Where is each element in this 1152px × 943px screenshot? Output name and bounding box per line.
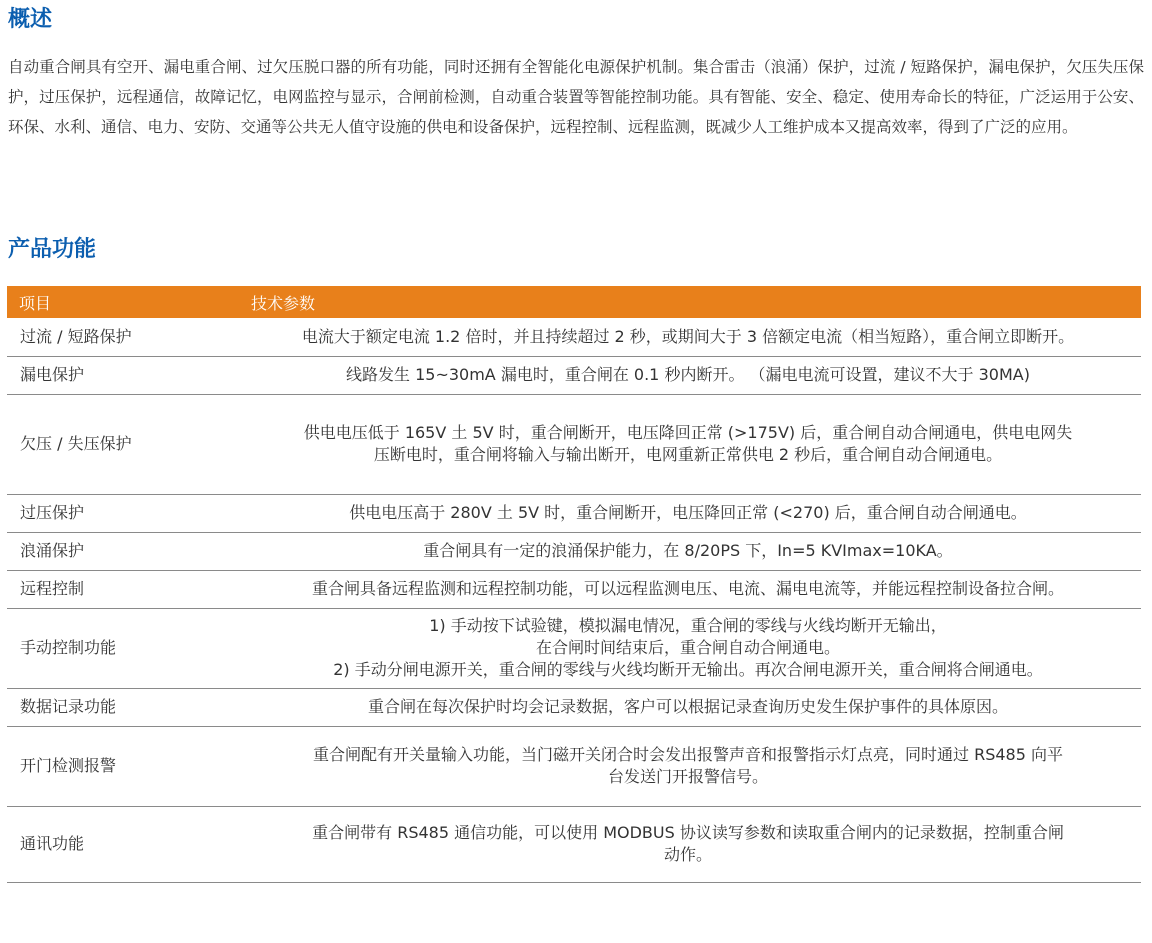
spec-line: 台发送门开报警信号。 — [607, 767, 768, 786]
spec-line: 在合闸时间结束后，重合闸自动合闸通电。 — [535, 638, 840, 657]
table-row — [7, 688, 1141, 726]
spec-line: 电流大于额定电流 1.2 倍时，并且持续超过 2 秒，或期间大于 3 倍额定电流（相当短路），重合闸立即断开。 — [301, 326, 1075, 346]
row-item-name: 过流 / 短路保护 — [7, 318, 235, 356]
table-row — [7, 608, 1141, 688]
overview-heading: 概述 — [8, 7, 53, 32]
row-item-name: 漏电保护 — [7, 356, 235, 394]
table-row — [7, 356, 1141, 394]
table-row — [7, 318, 1141, 356]
spec-line: 供电电压低于 165V 土 5V 时，重合闸断开，电压降回正常 (>175V) 后，重合闸自动合闸通电，供电电网失 — [303, 423, 1073, 442]
row-spec — [235, 318, 1141, 356]
spec-line: 1) 手动按下试验键，模拟漏电情况，重合闸的零线与火线均断开无输出， — [429, 616, 947, 635]
row-spec — [235, 570, 1141, 608]
overview-text: 自动重合闸具有空开、漏电重合闸、过欠压脱口器的所有功能，同时还拥有全智能化电源保护机制。集合雷击（浪涌）保护，过流 / 短路保护，漏电保护，欠压失压保护，过压保护，远程通信，故障记忆，电网监控与显示，合闸前检测，自动重合装置等智能控制功能。具有智能、安全、稳定、使用寿命长的特征，广泛运用于公安、环保、水利、通信、电力、安防、交通等公共无人值守设施的供电和设备保护，远程控制、远程监测，既减少人工维护成本又提高效率，得到了广泛的应用。 — [8, 58, 1144, 136]
spec-line: 重合闸具备远程监测和远程控制功能，可以远程监测电压、电流、漏电电流等，并能远程控制设备拉合闸。 — [311, 579, 1064, 598]
table-row — [7, 494, 1141, 532]
spec-line: 2) 手动分闸电源开关，重合闸的零线与火线均断开无输出。再次合闸电源开关，重合闸将合闸通电。 — [333, 660, 1043, 679]
row-spec — [235, 726, 1141, 806]
spec-line: 压断电时，重合闸将输入与输出断开，电网重新正常供电 2 秒后，重合闸自动合闸通电。 — [373, 445, 1003, 464]
row-spec — [235, 494, 1141, 532]
row-item-name: 过压保护 — [7, 494, 235, 532]
row-spec — [235, 356, 1141, 394]
spec-line: 供电电压高于 280V 土 5V 时，重合闸断开，电压降回正常 (<270) 后，重合闸自动合闸通电。 — [349, 503, 1027, 522]
row-spec — [235, 532, 1141, 570]
table-row — [7, 570, 1141, 608]
features-heading: 产品功能 — [8, 237, 97, 262]
row-item-name: 远程控制 — [7, 570, 235, 608]
features-table — [7, 286, 1141, 883]
table-row — [7, 532, 1141, 570]
row-item-name: 数据记录功能 — [7, 688, 235, 726]
row-item-name: 浪涌保护 — [7, 532, 235, 570]
spec-line: 重合闸配有开关量输入功能，当门磁开关闭合时会发出报警声音和报警指示灯点亮，同时通过 RS485 向平 — [313, 745, 1063, 764]
table-header-row — [7, 286, 1141, 318]
table-row — [7, 806, 1141, 882]
spec-line: 动作。 — [663, 845, 712, 864]
row-spec — [235, 608, 1141, 688]
row-spec — [235, 806, 1141, 882]
spec-line: 重合闸在每次保护时均会记录数据，客户可以根据记录查询历史发生保护事件的具体原因。 — [367, 697, 1008, 716]
column-header-item: 项目 — [7, 286, 235, 318]
row-item-name: 欠压 / 失压保护 — [7, 394, 235, 494]
row-item-name: 通讯功能 — [7, 806, 235, 882]
row-item-name: 手动控制功能 — [7, 608, 235, 688]
table-row — [7, 394, 1141, 494]
spec-line: 重合闸具有一定的浪涌保护能力，在 8/20PS 下，In=5 KVImax=10KA。 — [423, 541, 953, 560]
column-header-spec: 技术参数 — [235, 286, 1141, 318]
row-spec — [235, 394, 1141, 494]
row-item-name: 开门检测报警 — [7, 726, 235, 806]
spec-line: 线路发生 15~30mA 漏电时，重合闸在 0.1 秒内断开。 （漏电电流可设置，建议不大于 30MA) — [346, 365, 1030, 384]
table-row — [7, 726, 1141, 806]
row-spec — [235, 688, 1141, 726]
spec-line: 重合闸带有 RS485 通信功能，可以使用 MODBUS 协议读写参数和读取重合闸内的记录数据，控制重合闸 — [312, 823, 1064, 842]
